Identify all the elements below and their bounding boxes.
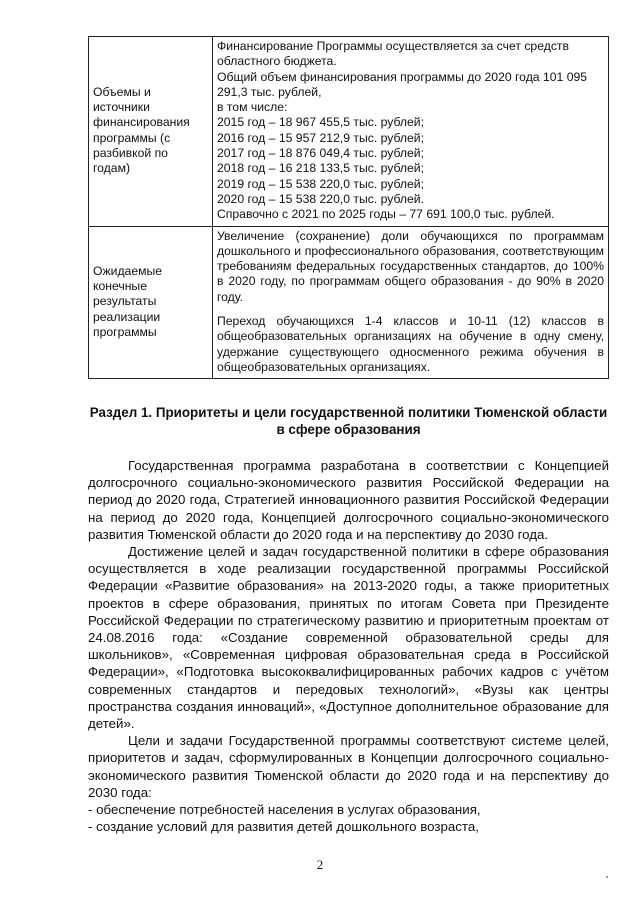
body-paragraph: Цели и задачи Государственной программы соответствуют системе целей, приоритетов и задач, сформулированных в Концепции долгосрочного социально-экономического развития Тюменской области до 2020 года и на перспективу до 2030 года:	[88, 733, 609, 800]
page-number: 2	[316, 857, 324, 872]
results-paragraph: Увеличение (сохранение) доли обучающихся по программам дошкольного и профессионального образования, соответствующим требованиям федеральных государственных стандартов, до 100% в 2020 году, по программам общего образования - до 90% в 2020 году.	[217, 228, 604, 304]
section-heading: Раздел 1. Приоритеты и цели государственной политики Тюменской области в сфере образования	[89, 405, 608, 437]
financing-line: в том числе:	[217, 100, 288, 115]
financing-line: 2015 год – 18 967 455,5 тыс. рублей;	[217, 115, 424, 130]
body-paragraph: Достижение целей и задач государственной политики в сфере образования осуществляется в ходе реализации государственной программы Российской Федерации «Развитие образования» на 2013-2020 годы, а также приоритетных проектов в сфере образования, принятых по итогам Совета при Президенте Российской Федерации по стратегическому развитию и приоритетным проектам от 24.08.2016 года: «Создание современной образовательной среды для школьников», «Современная цифровая образовательная среда в Российской Федерации», «Подготовка высококвалифицированных рабочих кадров с учётом современных стандартов и передовых технологий», «Вузы как центры пространства создания инноваций», «Доступное дополнительное образование для детей».	[88, 544, 609, 732]
program-passport-table	[88, 36, 609, 379]
results-paragraph: Переход обучающихся 1-4 классов и 10-11 (12) классов в общеобразовательных организациях на обучение в одну смену, удержание существующего односменного режима обучения в общеобразовательных организациях.	[217, 314, 604, 374]
financing-label: Объемы и источники финансирования программы (с разбивкой по годам)	[89, 37, 213, 227]
list-item: - обеспечение потребностей населения в услугах образования,	[88, 802, 481, 818]
table-row	[89, 226, 609, 379]
financing-line: Общий объем финансирования программы до 2020 года 101 095 291,3 тыс. рублей,	[217, 69, 588, 99]
financing-line: 2017 год – 18 876 049,4 тыс. рублей;	[217, 146, 424, 161]
table-row	[89, 37, 609, 227]
financing-line: 2019 год – 15 538 220,0 тыс. рублей;	[217, 176, 424, 191]
financing-line: 2016 год – 15 957 212,9 тыс. рублей;	[217, 130, 424, 145]
financing-line: 2018 год – 16 218 133,5 тыс. рублей;	[217, 161, 424, 176]
financing-line: Справочно с 2021 по 2025 годы – 77 691 100,0 тыс. рублей.	[217, 207, 555, 222]
paragraph-spacer	[217, 305, 604, 314]
results-label: Ожидаемые конечные результаты реализации программы	[89, 226, 213, 379]
financing-line: 2020 год – 15 538 220,0 тыс. рублей.	[217, 191, 424, 206]
financing-value	[213, 37, 609, 227]
body-paragraph: Государственная программа разработана в соответствии с Концепцией долгосрочного социально-экономического развития Российской Федерации на период до 2020 года, Стратегией инновационного развития Российской Федерации на период до 2020 года, Концепцией долгосрочного социально-экономического развития Тюменской области до 2020 года и на перспективу до 2030 года.	[88, 458, 609, 542]
scan-speck	[606, 876, 608, 878]
financing-line: Финансирование Программы осуществляется за счет средств областного бюджета.	[217, 39, 569, 69]
results-value	[213, 226, 609, 379]
body-text	[88, 457, 609, 835]
list-item: - создание условий для развития детей дошкольного возраста,	[88, 819, 479, 835]
